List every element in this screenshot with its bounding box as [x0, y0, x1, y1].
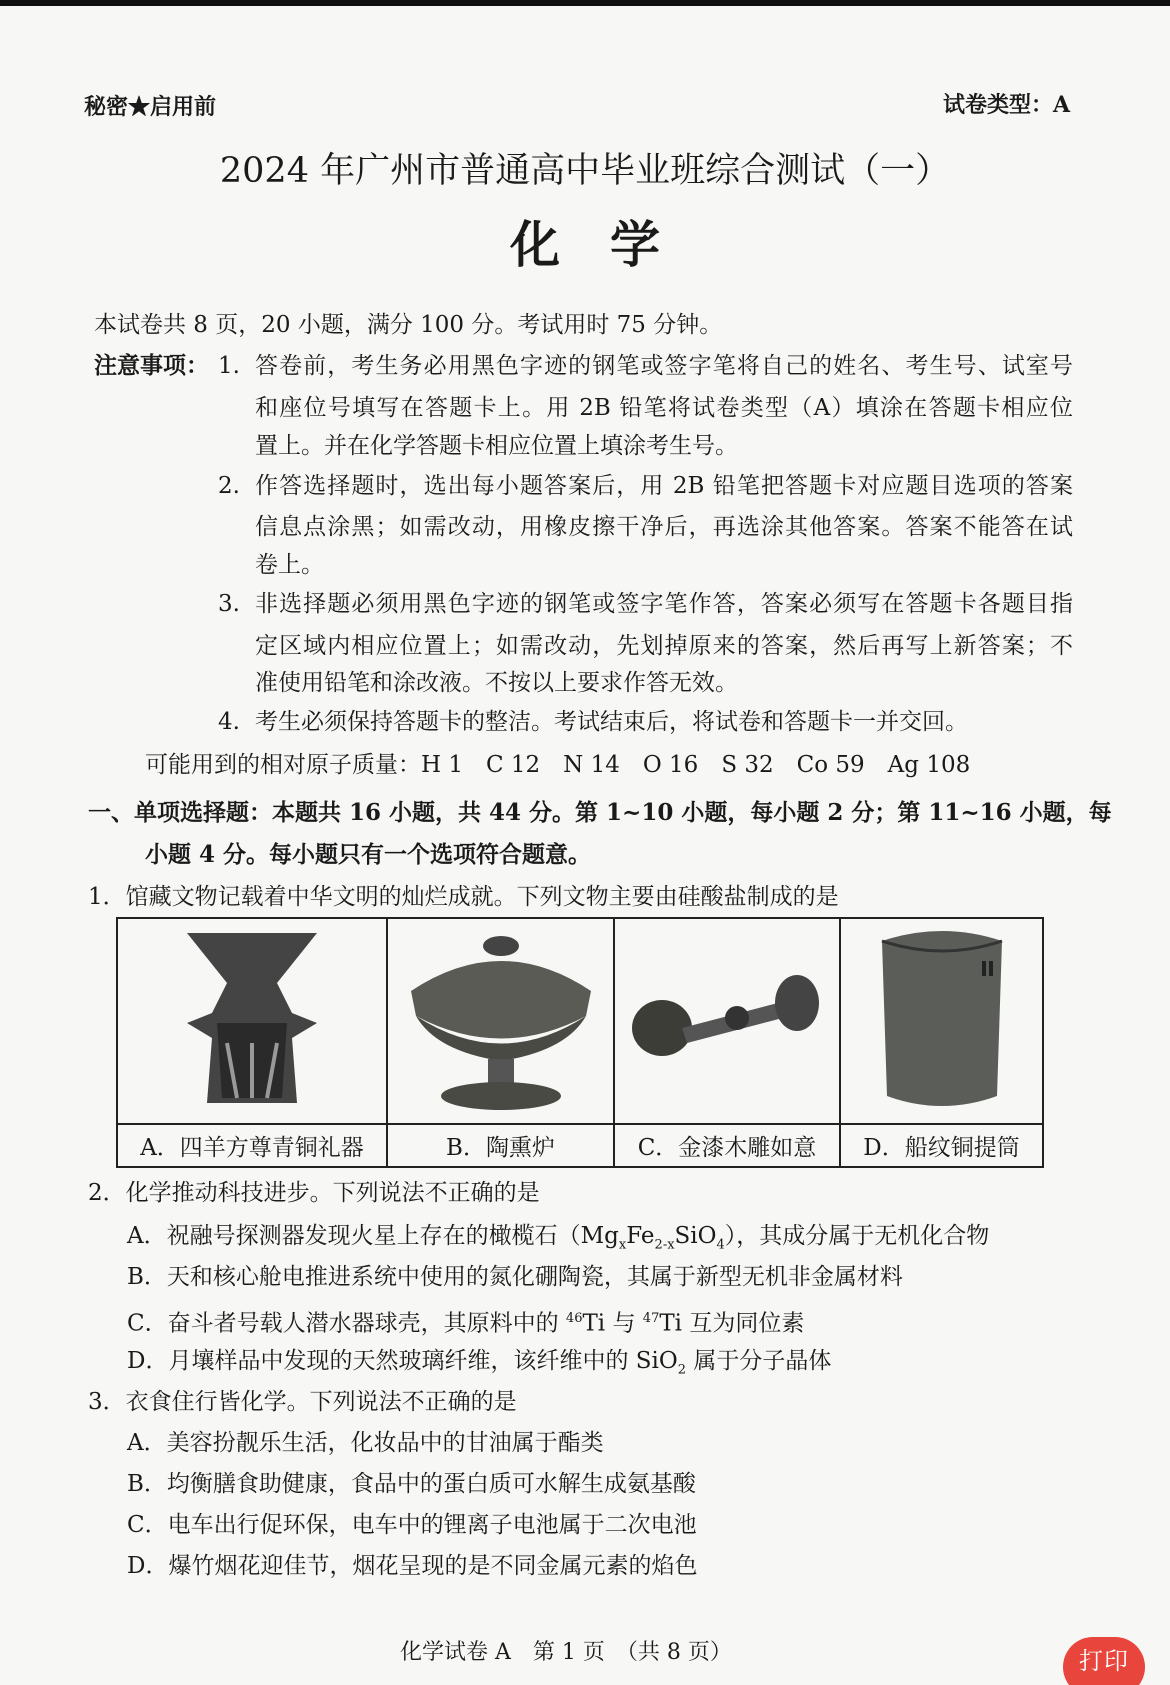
text: Ti 互为同位素 — [659, 1310, 805, 1337]
notice-label: 注意事项： — [94, 352, 209, 379]
notice-line: 定区域内相应位置上；如需改动，先划掉原来的答案，然后再写上新答案；不 — [255, 633, 1073, 659]
text: C．奋斗者号载人潜水器球壳，其原料中的 — [127, 1310, 566, 1337]
q3-option-b: B．均衡膳食助健康，食品中的蛋白质可水解生成氨基酸 — [127, 1471, 696, 1497]
exam-title: 2024 年广州市普通高中毕业班综合测试（一） — [219, 151, 951, 191]
notice-line: 置上。并在化学答题卡相应位置上填涂考生号。 — [255, 433, 738, 459]
q1-artifact-table — [116, 917, 1044, 1168]
text: A．祝融号探测器发现火星上存在的橄榄石（Mg — [127, 1223, 619, 1249]
subscript: 2-x — [654, 1237, 675, 1253]
section-heading: 一、单项选择题：本题共 16 小题，共 44 分。第 1~10 小题，每小题 2 分；第 11~16 小题，每 — [88, 799, 1112, 826]
option-d-label: D．船纹铜提筒 — [840, 1124, 1043, 1167]
q3-option-d: D．爆竹烟花迎佳节，烟花呈现的是不同金属元素的焰色 — [127, 1553, 698, 1579]
q3-option-a: A．美容扮靓乐生活，化妆品中的甘油属于酯类 — [127, 1430, 604, 1456]
q2-stem: 2．化学推动科技进步。下列说法不正确的是 — [88, 1180, 540, 1206]
notice-line: 卷上。 — [255, 552, 324, 578]
q2-option-b: B．天和核心舱电推进系统中使用的氮化硼陶瓷，其属于新型无机非金属材料 — [127, 1264, 903, 1290]
text: Fe — [626, 1223, 655, 1249]
section-heading-cont: 小题 4 分。每小题只有一个选项符合题意。 — [145, 841, 592, 868]
artifact-image-pottery-censer — [387, 918, 614, 1124]
notice-num: 3. — [218, 591, 240, 617]
notice-line: 信息点涂黑；如需改动，用橡皮擦干净后，再选涂其他答案。答案不能答在试 — [255, 514, 1073, 540]
notice-line: 和座位号填写在答题卡上。用 2B 铅笔将试卷类型（A）填涂在答题卡相应位 — [255, 395, 1073, 421]
text: ），其成分属于无机化合物 — [724, 1223, 990, 1249]
artifact-image-bronze-tube — [840, 918, 1043, 1124]
top-border — [0, 0, 1170, 6]
option-c-label: C．金漆木雕如意 — [614, 1124, 840, 1167]
q3-option-c: C．电车出行促环保，电车中的锂离子电池属于二次电池 — [127, 1512, 697, 1538]
q1-stem: 1．馆藏文物记载着中华文明的灿烂成就。下列文物主要由硅酸盐制成的是 — [88, 884, 839, 910]
q2-option-a — [127, 1221, 989, 1261]
notice-line: 考生必须保持答题卡的整洁。考试结束后，将试卷和答题卡一并交回。 — [255, 709, 968, 735]
notice-line: 非选择题必须用黑色字迹的钢笔或签字笔作答，答案必须写在答题卡各题目指 — [255, 591, 1073, 617]
notice-num: 4. — [218, 709, 240, 735]
option-b-label: B．陶熏炉 — [387, 1124, 614, 1167]
notice-num: 1. — [218, 353, 240, 379]
notice-line: 作答选择题时，选出每小题答案后，用 2B 铅笔把答题卡对应题目选项的答案 — [255, 473, 1073, 499]
q3-stem: 3．衣食住行皆化学。下列说法不正确的是 — [88, 1389, 517, 1415]
artifact-image-ruyi — [614, 918, 840, 1124]
text: D．月壤样品中发现的天然玻璃纤维，该纤维中的 SiO — [127, 1348, 678, 1374]
paper-type: 试卷类型：A — [943, 92, 1071, 118]
option-a-label: A．四羊方尊青铜礼器 — [117, 1124, 387, 1167]
secret-label: 秘密★启用前 — [84, 94, 217, 120]
notice-line: 答卷前，考生务必用黑色字迹的钢笔或签字笔将自己的姓名、考生号、试室号 — [255, 353, 1073, 379]
text: SiO — [674, 1223, 717, 1249]
artifact-image-bronze-zun — [117, 918, 387, 1124]
text: Ti 与 — [582, 1310, 643, 1337]
text: 属于分子晶体 — [686, 1348, 832, 1374]
intro: 本试卷共 8 页，20 小题，满分 100 分。考试用时 75 分钟。 — [94, 312, 723, 338]
atomic-masses: 可能用到的相对原子质量：H 1 C 12 N 14 O 16 S 32 Co 59 Ag 108 — [145, 752, 971, 778]
print-button[interactable]: 打印 — [1063, 1637, 1145, 1685]
subscript: x — [618, 1237, 627, 1253]
superscript: 46 — [565, 1311, 583, 1326]
subject-title: 化 学 — [510, 216, 660, 274]
subscript: 4 — [716, 1237, 725, 1253]
q2-option-c — [127, 1304, 804, 1339]
subscript: 2 — [677, 1362, 687, 1378]
q2-option-d — [127, 1346, 831, 1386]
superscript: 47 — [642, 1311, 660, 1326]
notice-line: 准使用铅笔和涂改液。不按以上要求作答无效。 — [255, 670, 738, 696]
page-footer: 化学试卷 A 第 1 页 （共 8 页） — [400, 1640, 732, 1665]
notice-num: 2. — [218, 473, 240, 499]
